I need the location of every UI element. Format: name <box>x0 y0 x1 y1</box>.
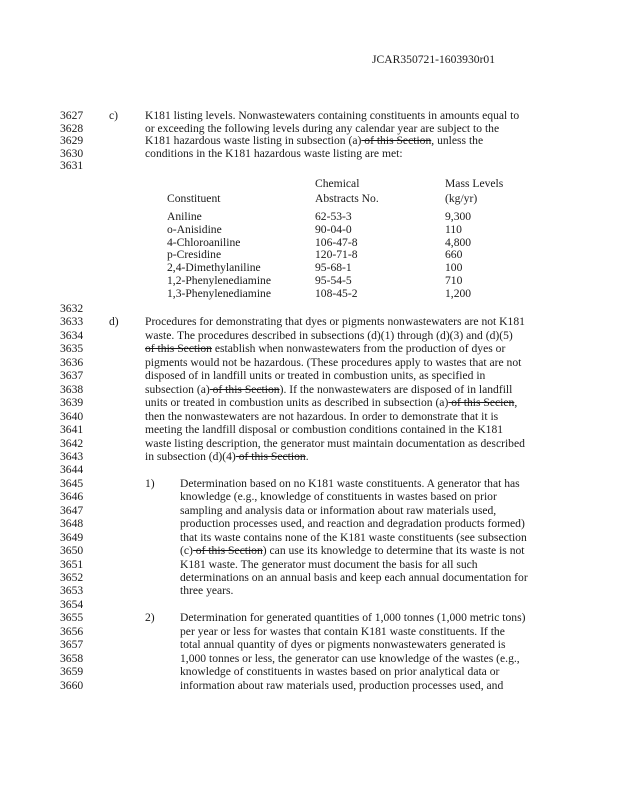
line-number: 3654 <box>60 597 84 611</box>
constituent-cell: 1,2-Phenylenediamine <box>167 274 271 287</box>
line-number: 3645 <box>60 476 84 490</box>
line-number: 3657 <box>60 638 84 652</box>
text-segment: units or treated in combustion units as described in subsection (a) <box>145 396 449 410</box>
table-header-cas-1: Chemical <box>315 177 360 190</box>
text-segment: that its waste contains none of the K181 waste constituents (see subsection <box>180 530 527 544</box>
line-number: 3643 <box>60 449 84 463</box>
paragraph-line <box>180 652 520 665</box>
paragraph-label: 1) <box>145 476 155 490</box>
mass-level-cell: 660 <box>445 248 463 262</box>
cas-number-cell: 95-68-1 <box>315 261 352 275</box>
mass-level-cell: 110 <box>445 222 462 236</box>
text-segment: ) can use its knowledge to determine that its waste is not <box>262 544 525 558</box>
paragraph-line <box>180 611 525 624</box>
text-segment: , <box>514 396 518 410</box>
line-number: 3648 <box>60 517 84 531</box>
line-number: 3646 <box>60 490 84 504</box>
line-number: 3633 <box>60 315 84 329</box>
table-header-mass-2: (kg/yr) <box>445 192 478 205</box>
text-segment: then the nonwastewaters are not hazardous. In order to demonstrate that it is <box>145 409 499 423</box>
line-number: 3628 <box>60 121 84 135</box>
line-number: 3651 <box>60 557 84 571</box>
line-number: 3650 <box>60 544 84 558</box>
text-segment: conditions in the K181 hazardous waste listing are met: <box>145 146 403 160</box>
text-segment: subsection (a) <box>145 382 210 396</box>
paragraph-line <box>180 584 233 597</box>
mass-level-cell: 9,300 <box>445 210 472 223</box>
line-number: 3649 <box>60 530 84 544</box>
line-number: 3641 <box>60 423 84 437</box>
paragraph-line <box>180 504 496 517</box>
line-number: 3637 <box>60 369 84 383</box>
paragraph-line <box>180 517 525 530</box>
text-segment: waste. The procedures described in subsections (d)(1) through (d)(3) and (d)(5) <box>145 328 513 342</box>
line-number: 3656 <box>60 624 84 638</box>
paragraph-line <box>145 423 503 436</box>
constituent-cell: 1,3-Phenylenediamine <box>167 286 271 300</box>
paragraph-line <box>145 315 525 328</box>
cas-number-cell: 106-47-8 <box>315 235 358 249</box>
paragraph-line <box>180 625 505 638</box>
line-number: 3635 <box>60 342 84 356</box>
paragraph-line <box>145 410 498 423</box>
text-segment: Determination for generated quantities of 1,000 tonnes (1,000 metric tons) <box>180 611 526 625</box>
cas-number-cell: 108-45-2 <box>315 286 358 300</box>
text-segment: information about raw materials used, production processes used, and <box>180 678 504 692</box>
paragraph-line <box>145 329 513 342</box>
paragraph-line <box>180 571 528 584</box>
line-number: 3658 <box>60 651 84 665</box>
text-segment: sampling and analysis data or information about raw materials used, <box>180 503 497 517</box>
text-segment: K181 waste. The generator must document the basis for all such <box>180 557 478 571</box>
text-segment: pigments would not be hazardous. (These procedures apply to wastes that are not <box>145 355 522 369</box>
table-header-mass-1: Mass Levels <box>445 177 504 190</box>
paragraph-line <box>180 558 478 571</box>
text-segment: meeting the landfill disposal or combustion conditions contained in the K181 <box>145 423 504 437</box>
line-number: 3647 <box>60 503 84 517</box>
text-segment: in subsection (d)(4) <box>145 449 236 463</box>
paragraph-line <box>180 490 497 503</box>
paragraph-line <box>145 147 403 160</box>
mass-level-cell: 710 <box>445 274 463 287</box>
text-segment: production processes used, and reaction and degradation products formed) <box>180 517 525 531</box>
table-header-constituent: Constituent <box>167 192 221 205</box>
paragraph-line <box>145 109 519 122</box>
line-number: 3631 <box>60 159 84 173</box>
text-segment: K181 hazardous waste listing in subsection (a) <box>145 134 362 148</box>
struck-text: of this Secien <box>448 396 515 410</box>
text-segment: waste listing description, the generator must maintain documentation as described <box>145 436 525 450</box>
paragraph-line <box>145 396 517 409</box>
struck-text: of this Section <box>361 134 432 148</box>
line-number: 3639 <box>60 396 84 410</box>
line-number: 3659 <box>60 665 84 679</box>
text-segment: K181 listing levels. Nonwastewaters containing constituents in amounts equal to <box>145 109 520 122</box>
paragraph-line <box>180 638 506 651</box>
cas-number-cell: 95-54-5 <box>315 274 352 287</box>
mass-level-cell: 100 <box>445 261 463 275</box>
paragraph-line <box>145 437 525 450</box>
constituent-cell: 4-Chloroaniline <box>167 235 241 249</box>
text-segment: . <box>305 449 309 463</box>
struck-text: of this Section <box>145 342 212 356</box>
paragraph-label: 2) <box>145 611 155 625</box>
line-number: 3632 <box>60 302 84 315</box>
line-number: 3655 <box>60 611 84 625</box>
text-segment: 1,000 tonnes or less, the generator can use knowledge of the wastes (e.g., <box>180 651 520 665</box>
line-number: 3629 <box>60 134 84 148</box>
document-id: JCAR350721-1603930r01 <box>372 53 496 66</box>
cas-number-cell: 62-53-3 <box>315 210 352 223</box>
line-number: 3627 <box>60 109 84 122</box>
text-segment: Procedures for demonstrating that dyes or pigments nonwastewaters are not K181 <box>145 315 525 329</box>
line-number: 3660 <box>60 678 84 692</box>
text-segment: knowledge of constituents in wastes based on prior analytical data or <box>180 665 500 679</box>
mass-level-cell: 4,800 <box>445 235 472 249</box>
paragraph-line <box>180 665 499 678</box>
constituent-cell: 2,4-Dimethylaniline <box>167 261 261 275</box>
paragraph-line <box>180 544 525 557</box>
struck-text: of this Section <box>209 382 280 396</box>
line-number: 3634 <box>60 328 84 342</box>
mass-level-cell: 1,200 <box>445 286 472 300</box>
line-number: 3642 <box>60 436 84 450</box>
text-segment: or exceeding the following levels during any calendar year are subject to the <box>145 121 500 135</box>
constituent-cell: p-Cresidine <box>167 248 222 262</box>
line-number: 3638 <box>60 382 84 396</box>
line-number: 3644 <box>60 463 84 477</box>
struck-text: of this Section <box>235 449 306 463</box>
line-number: 3630 <box>60 146 84 160</box>
cas-number-cell: 120-71-8 <box>315 248 358 262</box>
line-number: 3636 <box>60 355 84 369</box>
text-segment: (c) <box>180 544 193 558</box>
constituent-cell: Aniline <box>167 210 202 223</box>
paragraph-line <box>145 369 485 382</box>
paragraph-line <box>145 450 309 463</box>
line-number: 3653 <box>60 584 84 598</box>
text-segment: three years. <box>180 584 234 598</box>
paragraph-line <box>145 342 505 355</box>
paragraph-line <box>145 122 499 135</box>
text-segment: knowledge (e.g., knowledge of constituents in wastes based on prior <box>180 490 497 504</box>
text-segment: disposed of in landfill units or treated in combustion units, as specified in <box>145 369 486 383</box>
table-header-cas-2: Abstracts No. <box>315 192 379 205</box>
text-segment: total annual quantity of dyes or pigments nonwastewaters generated is <box>180 638 506 652</box>
constituent-cell: o-Anisidine <box>167 222 222 236</box>
text-segment: per year or less for wastes that contain K181 waste constituents. If the <box>180 624 505 638</box>
struck-text: of this Section <box>192 544 263 558</box>
paragraph-line <box>145 356 521 369</box>
paragraph-line <box>145 134 483 147</box>
line-number: 3652 <box>60 571 84 584</box>
paragraph-label: d) <box>109 315 119 329</box>
text-segment: , unless the <box>431 134 484 148</box>
paragraph-label: c) <box>109 109 119 122</box>
paragraph-line <box>180 679 503 692</box>
text-segment: ). If the nonwastewaters are disposed of in landfill <box>279 382 513 396</box>
cas-number-cell: 90-04-0 <box>315 222 352 236</box>
paragraph-line <box>145 383 512 396</box>
line-number: 3640 <box>60 409 84 423</box>
text-segment: establish when nonwastewaters from the production of dyes or <box>211 342 506 356</box>
text-segment: Determination based on no K181 waste constituents. A generator that has <box>180 476 520 490</box>
paragraph-line <box>180 531 527 544</box>
text-segment: determinations on an annual basis and keep each annual documentation for <box>180 571 528 584</box>
paragraph-line <box>180 477 520 490</box>
